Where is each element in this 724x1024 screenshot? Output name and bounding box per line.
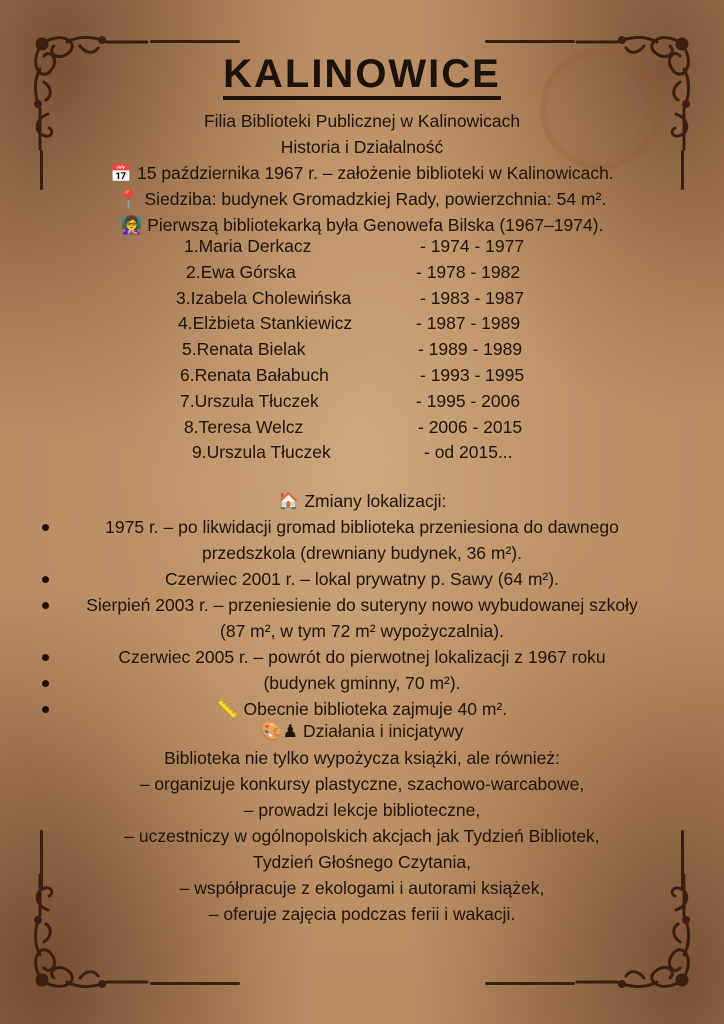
activities-section [0, 718, 724, 927]
location-line: Czerwiec 2005 r. – powrót do pierwotnej lokalizacji z 1967 roku [118, 647, 606, 667]
divider-bottom-left [150, 982, 240, 985]
divider-top-left [150, 40, 240, 43]
librarian-name: 3.Izabela Cholewińska [176, 287, 352, 308]
location-line: Czerwiec 2001 r. – lokal prywatny p. Sawy (64 m²). [165, 569, 559, 589]
librarian-name: 5.Renata Bielak [182, 339, 306, 360]
list-item [0, 592, 724, 644]
fact-founding [0, 160, 724, 187]
librarian-icon: 👩‍🏫 [120, 216, 143, 236]
list-item [0, 363, 724, 389]
activities-intro: Biblioteka nie tylko wypożycza książki, ale również: [164, 748, 560, 768]
locations-heading [0, 488, 724, 515]
librarian-years: - 1993 - 1995 [420, 364, 525, 385]
list-item [0, 337, 724, 363]
list-item [0, 644, 724, 696]
activity-line: – prowadzi lekcje biblioteczne, [243, 800, 481, 820]
list-item [0, 415, 724, 441]
activity-line: – współpracuje z ekologami i autorami książek, [179, 878, 545, 898]
calendar-icon: 📅 [110, 164, 133, 184]
librarian-years: - 1974 - 1977 [420, 236, 525, 256]
librarian-years: - od 2015... [424, 442, 513, 463]
librarian-name: 6.Renata Bałabuch [180, 364, 329, 385]
ruler-icon: 📏 [216, 700, 239, 720]
list-item [0, 440, 724, 466]
subtitle-history: Historia i Działalność [280, 137, 444, 157]
librarian-years: - 2006 - 2015 [418, 416, 523, 437]
locations-heading-text: Zmiany lokalizacji: [304, 491, 447, 511]
bullet-dot [42, 706, 49, 713]
location-line: przedszkola (drewniany budynek, 36 m²). [201, 543, 522, 563]
librarian-years: - 1989 - 1989 [418, 339, 523, 360]
location-line: 1975 r. – po likwidacji gromad biblioteka przeniesiona do dawnego [105, 517, 619, 537]
divider-bottom-right [485, 982, 575, 985]
bullet-dot [42, 576, 49, 583]
house-icon: 🏠 [277, 492, 300, 512]
location-line: (87 m², w tym 72 m² wypożyczalnia). [220, 621, 504, 641]
bullet-dot [42, 602, 49, 609]
activity-line: – oferuje zajęcia podczas ferii i wakacji. [208, 904, 516, 924]
fact-seat-text: Siedziba: budynek Gromadzkiej Rady, powierzchnia: 54 m². [144, 189, 607, 209]
bullet-dot [42, 654, 49, 661]
divider-top-right [485, 40, 575, 43]
list-item [0, 286, 724, 312]
list-item [0, 566, 724, 592]
activity-line: – organizuje konkursy plastyczne, szachowo-warcabowe, [139, 774, 585, 794]
location-line: Sierpień 2003 r. – przeniesienie do suteryny nowo wybudowanej szkoły [86, 595, 638, 615]
bullet-dot [42, 680, 49, 687]
subtitle-library: Filia Biblioteki Publicznej w Kalinowicach [203, 111, 521, 131]
librarian-name: 9.Urszula Tłuczek [192, 442, 331, 463]
librarian-name: 4.Elżbieta Stankiewicz [178, 313, 353, 334]
pin-icon: 📍 [117, 190, 140, 210]
librarian-name: 7.Urszula Tłuczek [180, 390, 319, 411]
list-item [0, 260, 724, 286]
librarian-years: - 1983 - 1987 [420, 287, 525, 308]
fact-seat [0, 186, 724, 213]
list-item [0, 389, 724, 415]
activity-line: Tydzień Głośnego Czytania, [253, 852, 471, 872]
librarian-list [0, 234, 724, 466]
bullet-dot [42, 524, 49, 531]
location-line: (budynek gminny, 70 m²). [263, 673, 461, 693]
fact-first-librarian-text: Pierwszą bibliotekarką była Genowefa Bilska (1967–1974). [147, 215, 604, 235]
librarian-name: 2.Ewa Górska [186, 261, 296, 282]
art-chess-icon: 🎨♟ [260, 722, 299, 742]
librarian-name: 1.Maria Derkacz [184, 236, 312, 256]
activity-line: – uczestniczy w ogólnopolskich akcjach jak Tydzień Bibliotek, [124, 826, 600, 846]
activities-heading-text: Działania i inicjatywy [302, 721, 464, 741]
list-item [0, 234, 724, 260]
librarian-years: - 1978 - 1982 [416, 261, 521, 282]
list-item [0, 311, 724, 337]
librarian-years: - 1987 - 1989 [416, 313, 521, 334]
fact-founding-text: 15 października 1967 r. – założenie biblioteki w Kalinowicach. [137, 163, 614, 183]
location-line: Obecnie biblioteka zajmuje 40 m². [243, 699, 508, 719]
locations-list [0, 514, 724, 723]
list-item [0, 514, 724, 566]
activities-heading [0, 718, 724, 745]
librarian-name: 8.Teresa Welcz [184, 416, 304, 437]
librarian-years: - 1995 - 2006 [416, 390, 521, 411]
page-title: KALINOWICE [0, 52, 724, 97]
